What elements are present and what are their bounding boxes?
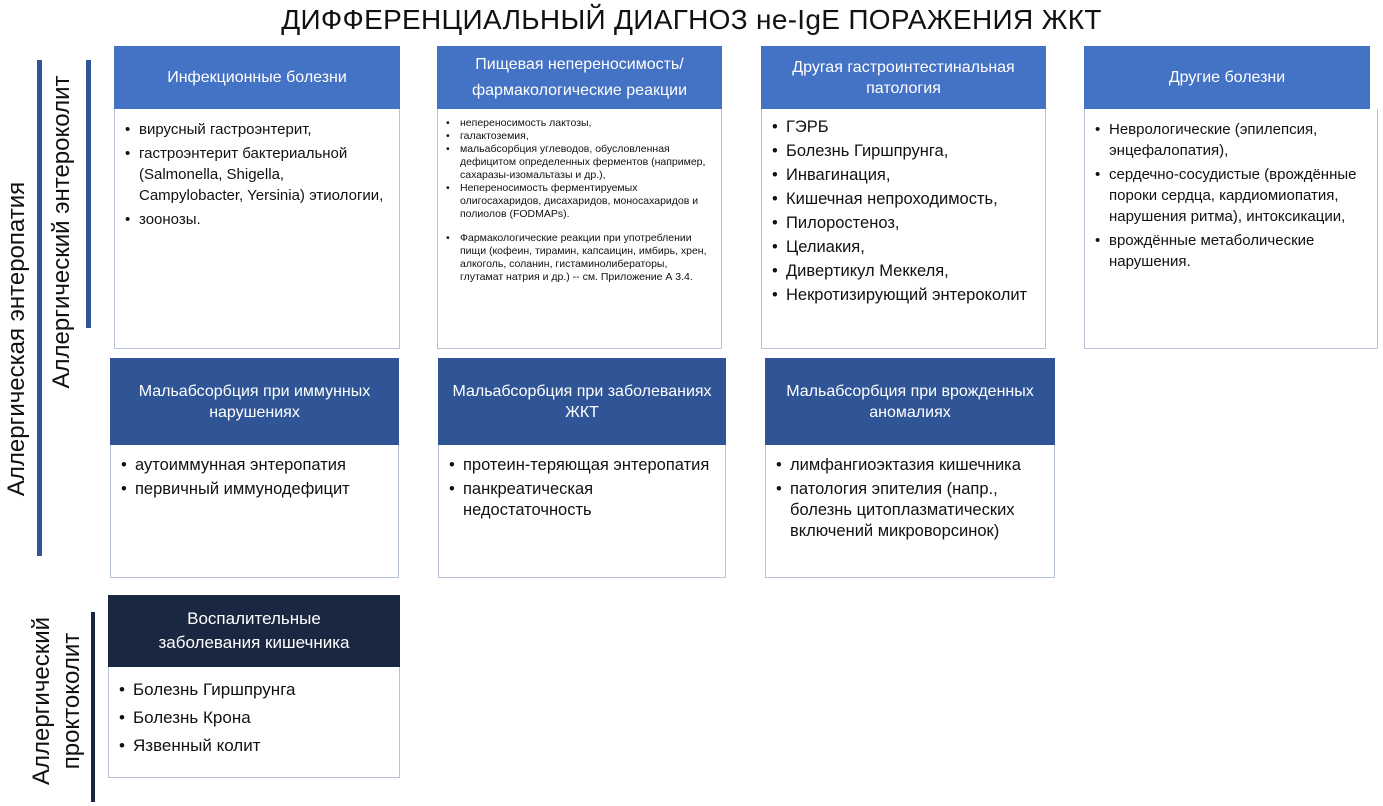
food-intolerance-list [446,117,713,284]
box-ibd-header [108,595,400,667]
side-bar-enteropathy [37,60,42,556]
box-gi-malabsorption-header [438,358,726,445]
box-immune-malabsorption-header [110,358,399,445]
list-item: • зоонозы. [125,209,391,230]
list-item: • гастроэнтерит бактериальной (Salmonella, Shigella, Campylobacter, Yersinia) этиологии, [125,143,391,206]
box-immune-malabsorption-body [110,445,399,578]
box-infectious-title: Инфекционные болезни [167,69,347,86]
list-item: • Целиакия, [772,237,1037,258]
list-item: • мальабсорбция углеводов, обусловленная дефицитом определенных ферментов (например, сахаразы-изомальтазы и др.), [446,143,713,182]
list-item: • вирусный гастроэнтерит, [125,119,391,140]
box-ibd-body [108,667,400,778]
list-item: • Неврологические (эпилепсия, энцефалопатия), [1095,119,1369,161]
list-item: • патология эпителия (напр., болезнь цитоплазматических включений микроворсинок) [776,479,1046,542]
side-label-proctocolitis-line2: проктоколит [58,632,85,770]
box-other-gi-header [761,46,1046,109]
box-infectious-header [114,46,400,109]
list-item: • Дивертикул Меккеля, [772,261,1037,282]
box-other-diseases-header [1084,46,1370,109]
list-item: • Болезнь Гиршпрунга [119,676,391,704]
infectious-list [125,119,391,230]
list-item: • Непереносимость ферментируемых олигосахаридов, дисахаридов, моносахаридов и полиолов (FODMAPs). [446,182,713,221]
other-diseases-list [1095,119,1369,272]
list-item: • протеин-теряющая энтеропатия [449,455,717,476]
list-item: • Болезнь Крона [119,704,391,732]
list-item: • сердечно-сосудистые (врождённые пороки сердца, кардиомиопатия, нарушения ритма), интоксикации, [1095,164,1369,227]
list-item: • ГЭРБ [772,117,1037,138]
side-bar-proctocolitis [91,612,95,802]
list-item: • врождённые метаболические нарушения. [1095,230,1369,272]
immune-malabsorption-list [121,455,390,500]
side-label-proctocolitis [27,601,89,801]
box-immune-malabsorption-title: Мальабсорбция при иммунных нарушениях [138,382,371,421]
box-gi-malabsorption-body [438,445,726,578]
box-other-diseases-body [1084,109,1378,349]
box-congenital-malabsorption-title: Мальабсорбция при врожденных аномалиях [786,382,1034,421]
congenital-malabsorption-list [776,455,1046,542]
list-item: • аутоиммунная энтеропатия [121,455,390,476]
side-bar-enterocolitis [86,60,91,328]
list-item: • лимфангиоэктазия кишечника [776,455,1046,476]
box-congenital-malabsorption-body [765,445,1055,578]
box-other-gi-title: Другая гастроинтестинальная патология [792,58,1015,97]
box-other-gi-body [761,109,1046,349]
other-gi-list [772,117,1037,306]
box-other-diseases-title: Другие болезни [1168,69,1286,86]
list-item: • Язвенный колит [119,732,391,760]
list-item: • Болезнь Гиршпрунга, [772,141,1037,162]
list-item: • Инвагинация, [772,165,1037,186]
ibd-list [119,676,391,760]
list-item: • панкреатическая недостаточность [449,479,717,521]
side-label-enteropathy: Аллергическая энтеропатия [3,181,30,497]
list-item: • первичный иммунодефицит [121,479,390,500]
list-item: • Фармакологические реакции при употреблении пищи (кофеин, тирамин, капсаицин, имбирь, хрен, алкоголь, соланин, гистаминолибераторы, глутамат натрия и др.) -- см. Приложение А 3.4. [446,232,713,284]
box-ibd-title: Воспалительные заболевания кишечника [158,609,350,652]
list-item: • Пилоростеноз, [772,213,1037,234]
box-food-intolerance-header [437,46,722,109]
list-item: • непереносимость лактозы, [446,117,713,130]
list-item: • Кишечная непроходимость, [772,189,1037,210]
gi-malabsorption-list [449,455,717,521]
list-item: • галактоземия, [446,130,713,143]
side-label-proctocolitis-line1: Аллергический [28,616,55,786]
page-title: ДИФФЕРЕНЦИАЛЬНЫЙ ДИАГНОЗ не-IgE ПОРАЖЕНИЯ ЖКТ [281,4,1102,35]
side-label-enterocolitis: Аллергический энтероколит [48,75,75,389]
box-food-intolerance-title: Пищевая непереносимость/ фармакологические реакции [471,55,688,99]
box-congenital-malabsorption-header [765,358,1055,445]
list-item: • Некротизирующий энтероколит [772,285,1037,306]
box-gi-malabsorption-title: Мальабсорбция при заболеваниях ЖКТ [452,382,712,421]
box-food-intolerance-body [437,109,722,349]
box-infectious-body [114,109,400,349]
